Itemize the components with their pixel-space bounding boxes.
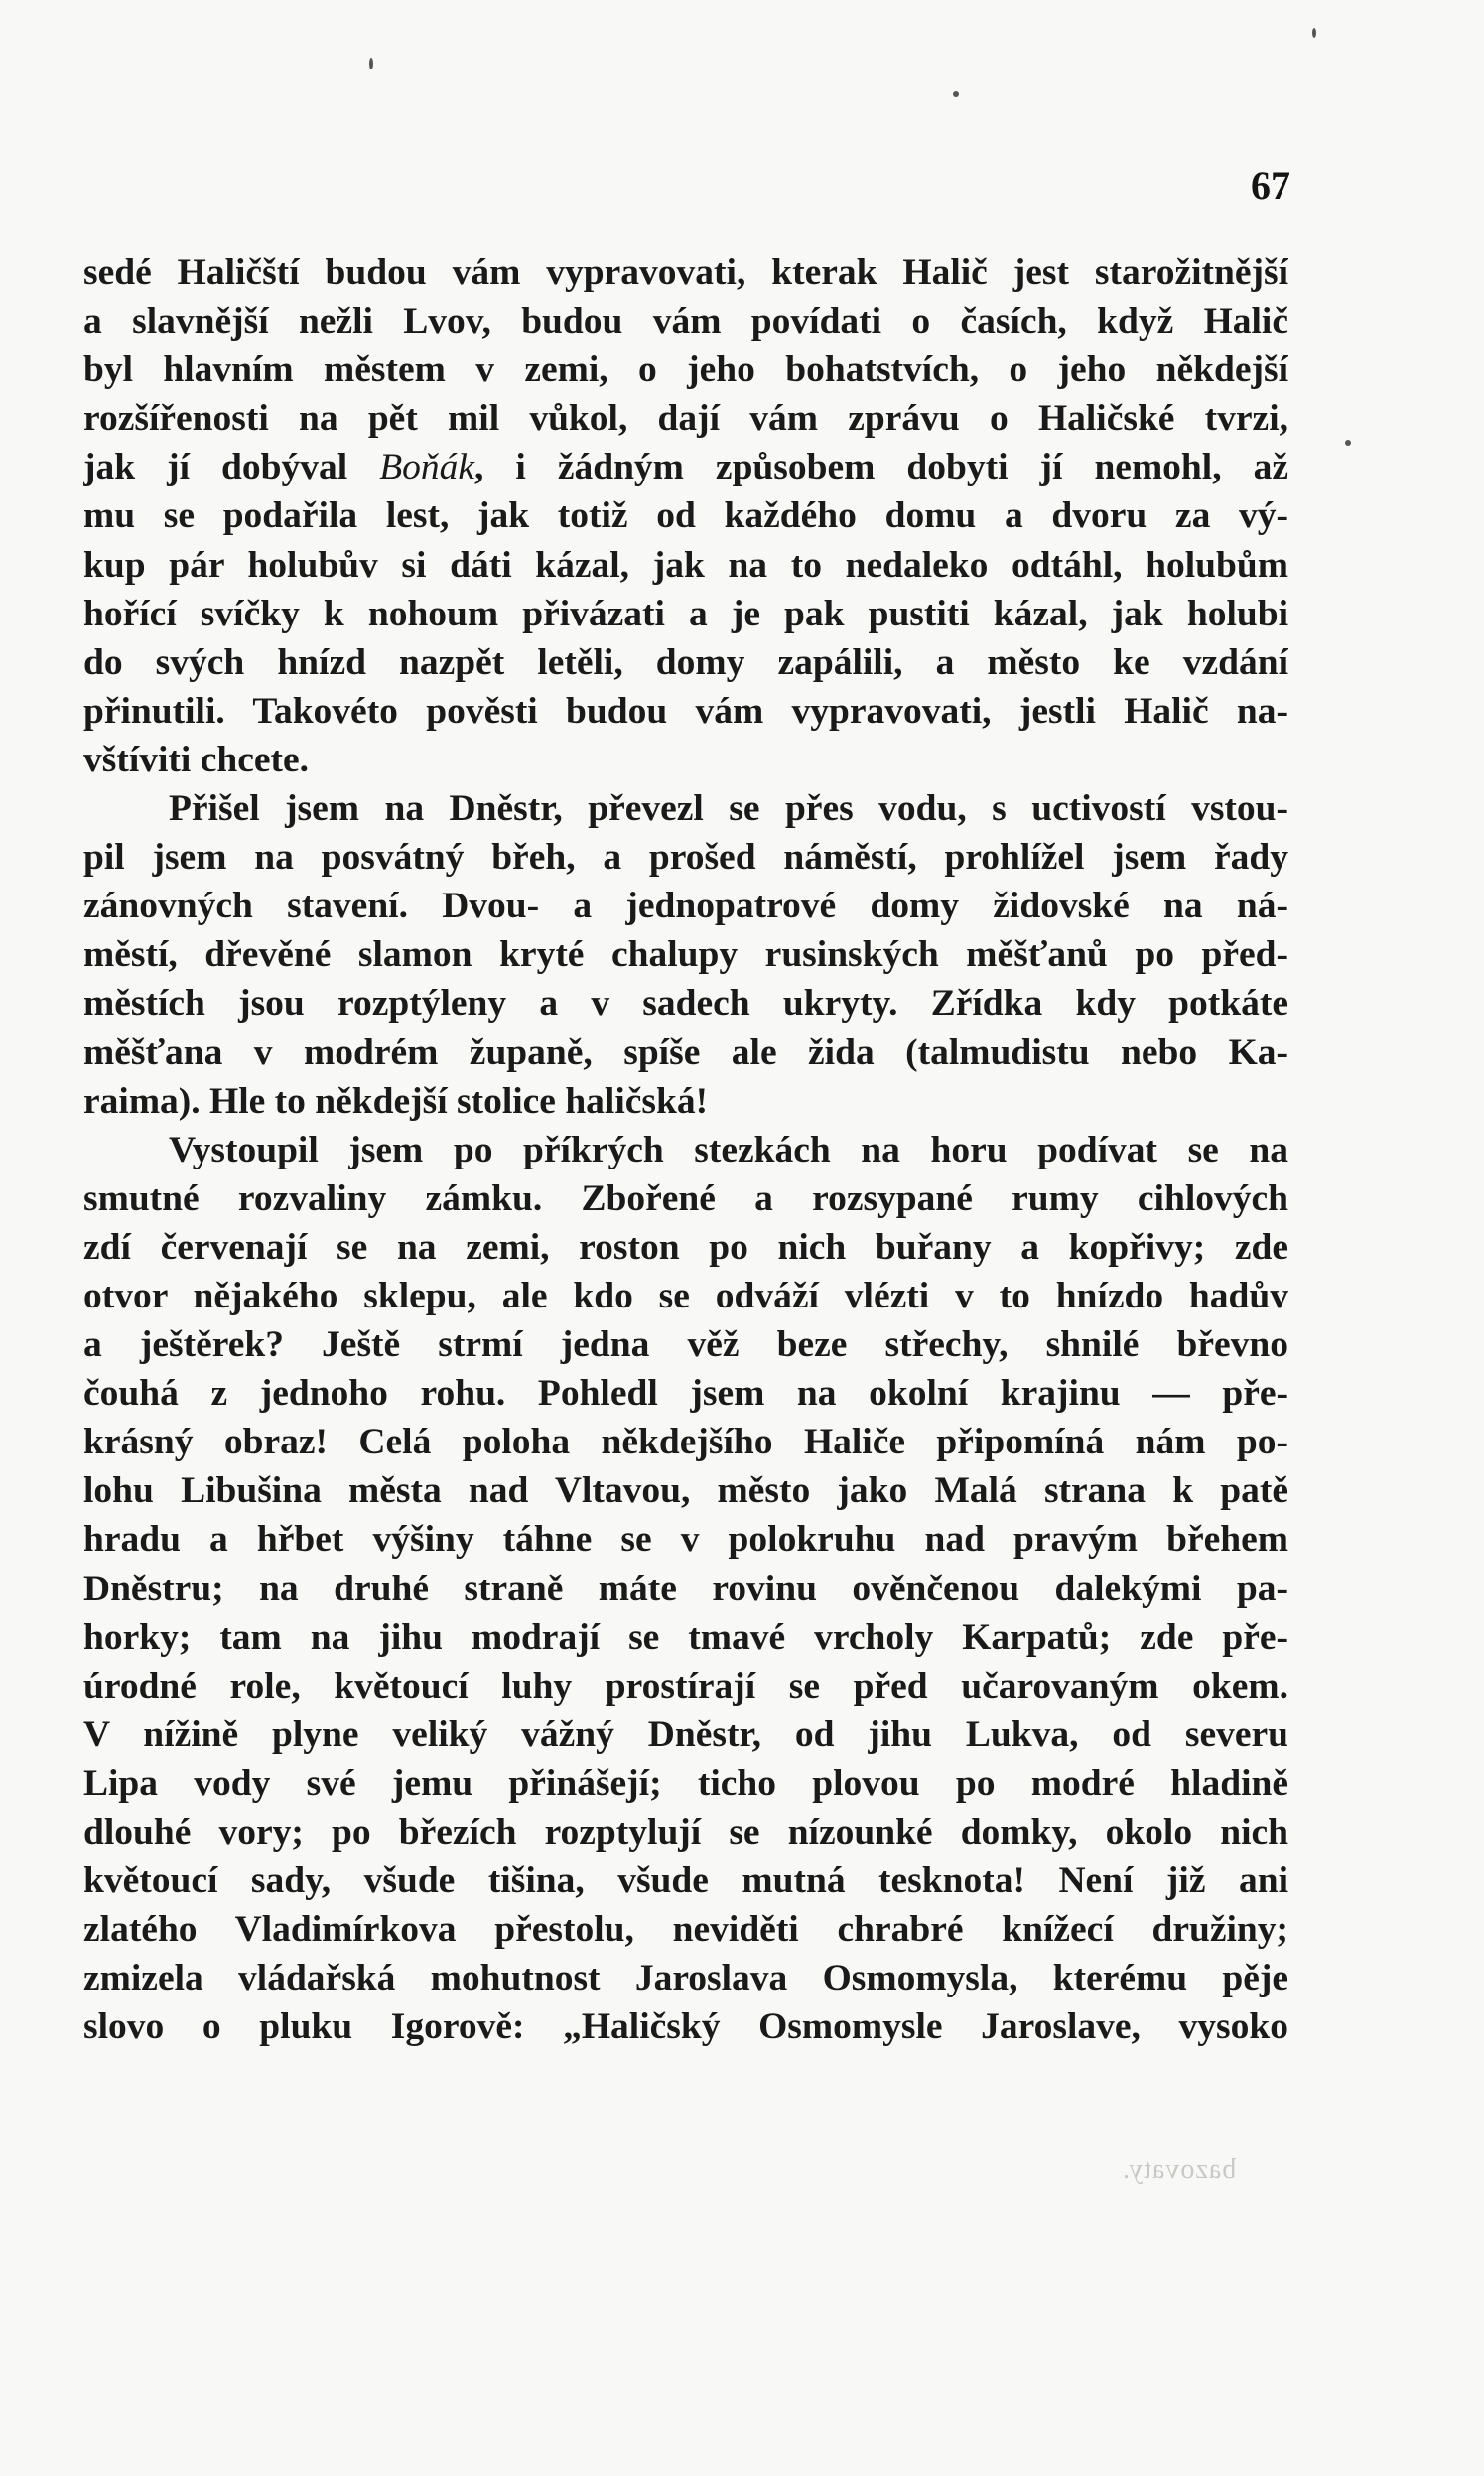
scan-speck <box>1345 440 1351 446</box>
text-line: přinutili. Takovéto pověsti budou vám vypravovati, jestli Halič na- <box>83 690 1288 732</box>
text-line: mu se podařila lest, jak totiž od každého domu a dvoru za vý- <box>83 495 1288 537</box>
text-line: zánovných stavení. Dvou- a jednopatrové domy židovské na ná- <box>83 886 1288 927</box>
scan-speck <box>953 91 959 97</box>
text-line: sedé Haličští budou vám vypravovati, kterak Halič jest starožitnější <box>83 252 1288 293</box>
text-line: vštíviti chcete. <box>83 739 309 780</box>
text-line: otvor nějakého sklepu, ale kdo se odváží vlézti v to hnízdo hadův <box>83 1275 1288 1316</box>
text-line: smutné rozvaliny zámku. Zbořené a rozsypané rumy cihlových <box>83 1177 1288 1219</box>
text-line: Vystoupil jsem po příkrých stezkách na horu podívat se na <box>169 1129 1288 1170</box>
show-through-text: bazovaty. <box>1122 2154 1237 2185</box>
text-line: úrodné role, květoucí luhy prostírají se před učarovaným okem. <box>83 1665 1288 1707</box>
text-line: hořící svíčky k nohoum přivázati a je pak pustiti kázal, jak holubi <box>83 593 1288 634</box>
text-line: V nížině plyne veliký vážný Dněstr, od jihu Lukva, od severu <box>83 1714 1288 1755</box>
paragraph-2 <box>83 784 1288 1126</box>
text-line: dlouhé vory; po březích rozptylují se nízounké domky, okolo nich <box>83 1812 1288 1853</box>
body-text <box>83 248 1288 2051</box>
paragraph-1 <box>83 248 1288 784</box>
text-line-with-italic-name: jak jí dobýval Boňák, i žádným způsobem dobyti jí nemohl, až <box>83 447 1288 488</box>
text-line: Přišel jsem na Dněstr, převezl se přes vodu, s uctivostí vstou- <box>169 788 1288 830</box>
text-line: horky; tam na jihu modrají se tmavé vrcholy Karpatů; zde pře- <box>83 1616 1288 1658</box>
text-line: do svých hnízd nazpět letěli, domy zapálili, a město ke vzdání <box>83 641 1288 683</box>
scan-speck <box>1312 28 1316 38</box>
text-line: měšťana v modrém županě, spíše ale žida (talmudistu nebo Ka- <box>83 1032 1288 1073</box>
scan-speck <box>369 58 373 69</box>
text-line: byl hlavním městem v zemi, o jeho bohatstvích, o jeho někdejší <box>83 349 1288 391</box>
text-line: lohu Libušina města nad Vltavou, město jako Malá strana k patě <box>83 1470 1288 1512</box>
text-line: rozšířenosti na pět mil vůkol, dají vám zprávu o Haličské tvrzi, <box>83 398 1288 440</box>
text-line: městí, dřevěné slamon kryté chalupy rusinských měšťanů po před- <box>83 934 1288 976</box>
text-line: a slavnější nežli Lvov, budou vám povídati o časích, když Halič <box>83 301 1288 343</box>
text-line: zmizela vládařská mohutnost Jaroslava Osmomysla, kterému pěje <box>83 1958 1288 1999</box>
italic-name: Boňák <box>379 447 474 488</box>
text-line: Lipa vody své jemu přinášejí; ticho plovou po modré hladině <box>83 1762 1288 1804</box>
text-line: raima). Hle to někdejší stolice haličská! <box>83 1080 709 1122</box>
page-number: 67 <box>1251 163 1290 207</box>
text-line: zdí červenají se na zemi, roston po nich buřany a kopřivy; zde <box>83 1226 1288 1268</box>
text-line: městích jsou rozptýleny a v sadech ukryty. Zřídka kdy potkáte <box>83 983 1288 1025</box>
text-line: hradu a hřbet výšiny táhne se v polokruhu nad pravým břehem <box>83 1519 1288 1561</box>
paragraph-3 <box>83 1126 1288 2052</box>
text-line: květoucí sady, všude tišina, všude mutná tesknota! Není již ani <box>83 1860 1288 1902</box>
text-line: slovo o pluku Igorově: „Haličský Osmomysle Jaroslave, vysoko <box>83 2006 1288 2048</box>
text-line: krásný obraz! Celá poloha někdejšího Haliče připomíná nám po- <box>83 1422 1288 1463</box>
text-line: zlatého Vladimírkova přestolu, neviděti chrabré knížecí družiny; <box>83 1909 1288 1951</box>
text-line: čouhá z jednoho rohu. Pohledl jsem na okolní krajinu — pře- <box>83 1373 1288 1415</box>
text-line: Dněstru; na druhé straně máte rovinu ověnčenou dalekými pa- <box>83 1568 1288 1609</box>
text-line: a ještěrek? Ještě strmí jedna věž beze střechy, shnilé břevno <box>83 1324 1288 1366</box>
text-line: kup pár holubův si dáti kázal, jak na to nedaleko odtáhl, holubům <box>83 544 1288 586</box>
text-line: pil jsem na posvátný břeh, a prošed náměstí, prohlížel jsem řady <box>83 837 1288 879</box>
